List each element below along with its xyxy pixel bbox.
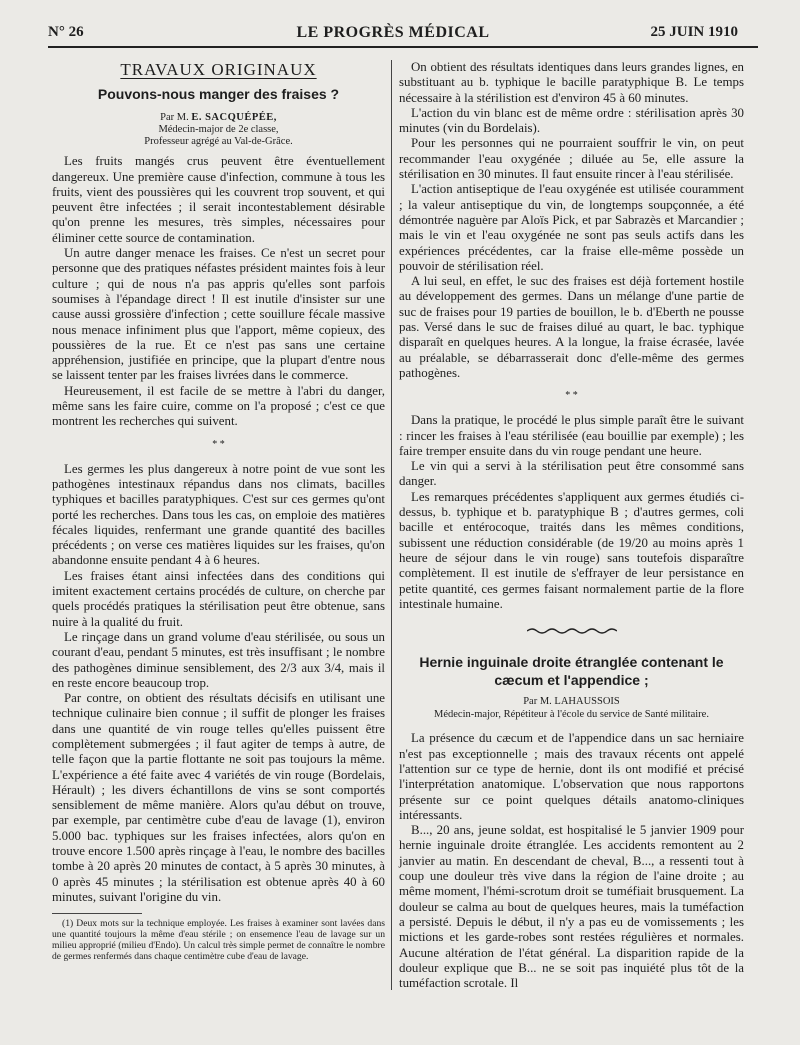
- paragraph: L'action du vin blanc est de même ordre : stérilisation après 30 minutes (vin du Bordelais).: [399, 105, 744, 136]
- author-affiliation-1: Médecin-major de 2e classe,: [158, 124, 279, 136]
- section-separator-stars: * *: [565, 390, 578, 402]
- paragraph: Pour les personnes qui ne pourraient souffrir le vin, on peut recommander l'eau oxygénée ; diluée au 5e, elle assure la stérilisation en 30 minutes. Il faut ensuite rincer à l'eau stérilisée.: [399, 136, 744, 182]
- author-affiliation-3: Médecin-major, Répétiteur à l'école du service de Santé militaire.: [434, 709, 709, 721]
- paragraph: Les fraises étant ainsi infectées dans des conditions qui imitent exactement certains procédés de culture, on cherche par quels procédés pratiques la stérilisation peut être obtenue, sans nuire à la qualité du fruit.: [52, 568, 385, 629]
- wavy-ornament-icon: [399, 624, 744, 639]
- byline-prefix: Par M.: [160, 112, 189, 124]
- paragraph: A lui seul, en effet, le suc des fraises est déjà fortement hostile au développement des germes. Dans un mélange d'une partie de suc de fraises pour 19 parties de bouillon, le b. d'Eberth ne pousse pas. Versé dans le suc de fraises dilué au quart, le bac. typhique disparaît en quelques heures. A la longue, la fraise écrasée, lavée au préalable, se débarrasserait donc d'elle-même des germes pathogènes.: [399, 274, 744, 380]
- paragraph: Les remarques précédentes s'appliquent aux germes étudiés ci-dessus, b. typhique et b. paratyphique B ; d'autres germes, coli bacille et entérocoque, traités dans les mêmes conditions, subissent une réduction considérable (de 19/20 au moins après 1 heure de séjour dans le vin rouge) sans toutefois disparaître complètement. Il est inutile de s'effrayer de leur persistance en petite quantité, ces germes faisant normalement partie de la flore intestinale humaine.: [399, 489, 744, 611]
- left-column: [52, 60, 385, 962]
- author-affiliation-2: Professeur agrégé au Val-de-Grâce.: [144, 136, 293, 148]
- footnote: (1) Deux mots sur la technique employée. Les fraises à examiner sont lavées dans une quantité toujours la même d'eau stérile ; on ensemence l'eau de lavage sur un milieu approprié (milieu d'Endo). Un calcul très simple permet de connaître le nombre de germes renfermés dans chaque centimètre cube d'eau de lavage.: [52, 918, 385, 963]
- author-name-2: Par M. LAHAUSSOIS: [523, 696, 620, 708]
- paragraph: On obtient des résultats identiques dans leurs grandes lignes, en substituant au b. typhique le bacille paratyphique B. Le temps nécessaire à la stérilistion est d'environ 45 à 60 minutes.: [399, 60, 744, 105]
- article-byline: [52, 112, 385, 148]
- section-separator-stars: * *: [212, 438, 225, 450]
- paragraph: B..., 20 ans, jeune soldat, est hospitalisé le 5 janvier 1909 pour hernie inguinale droite étranglée. Les accidents remontent au 2 janvier au matin. En descendant de cheval, B..., a ressenti tout à coup une douleur très vive dans la région de l'aine droite ; au même moment, l'hémi-scrotum droit se tuméfiait brusquement. La douleur se calma au bout de quelques heures, mais la tuméfaction a persisté. Depuis le début, il n'y a pas eu de vomissements ; les mictions et les garde-robes sont restées régulières et normales. Aucune altération de l'état général. La disparition rapide de la douleur explique que B... ne se soit pas inquiété plus tôt de la tuméfaction scrotale. Il: [399, 823, 744, 991]
- wavy-line-icon: [527, 627, 617, 635]
- issue-number: N° 26: [48, 24, 84, 40]
- paragraph: Par contre, on obtient des résultats décisifs en utilisant une technique culinaire bien connue ; il suffit de plonger les fraises dans une quantité de vin rouge telles qu'elles puissent être complètement submergées ; il faut agiter de temps à autre, de telle façon que la partie flottante ne soit pas toujours la même. L'expérience a été faite avec 4 variétés de vin rouge (Bordelais, Hérault) ; les divers échantillons de vins se sont comportés sensiblement de même manière. Alors qu'au début on trouve, par exemple, par centimètre cube d'eau de lavage (1), environ 5.000 bac. typhiques sur les fraises infectées, alors qu'on en trouve encore 1.500 après rinçage à l'eau, le nombre des bacilles tombe à 20 après 20 minutes de contact, à 5 après 30 minutes, à 0 après 45 minutes ; la stérilisation est obtenue après 40 à 60 minutes, suivant l'origine du vin.: [52, 691, 385, 904]
- paragraph: Heureusement, il est facile de se mettre à l'abri du danger, même sans les faire cuire, comme on l'a proposé ; c'est ce que montrent les recherches qui suivent.: [52, 383, 385, 429]
- issue-date: 25 JUIN 1910: [650, 24, 738, 40]
- paragraph: La présence du cæcum et de l'appendice dans un sac herniaire n'est pas exceptionnelle ; mais des travaux récents ont appelé l'attention sur ce type de hernie, dont ils ont modifié et précisé l'interprétation anatomique. L'observation que nous rapportons présente sur ce point quelques détails anatomo-cliniques intéressants.: [399, 731, 744, 822]
- paragraph: L'action antiseptique de l'eau oxygénée est utilisée couramment ; la valeur antiseptique du vin, de longtemps soupçonnée, a été démontrée naguère par Aloïs Pick, et par Sabrazès et Marcandier ; mais le vin et l'eau oxygénée ne sont pas seuls actifs dans les expériences précédentes, car la fraise elle-même possède un pouvoir de stérilisation réel.: [399, 182, 744, 273]
- article-2-byline: [399, 695, 744, 721]
- article-2-title: Hernie inguinale droite étranglée contenant le cæcum et l'appendice ;: [419, 654, 724, 689]
- paragraph: Les fruits mangés crus peuvent être éventuellement dangereux. Une première cause d'infection, commune à tous les fruits, vient des poussières qui les couvrent trop souvent, et qui peuvent être infectées ; il serait incontestablement désirable qu'on prenne les mesures, très simples, nécessaires pour éliminer cette source de contamination.: [52, 154, 385, 245]
- article-title: Pouvons-nous manger des fraises ?: [97, 86, 340, 103]
- right-column: [399, 60, 744, 991]
- paragraph: Un autre danger menace les fraises. Ce n'est un secret pour personne que des pratiques néfastes président maintes fois à leur culture ; qui de nous n'a pas appris qu'elles sont parfois soumises à l'épandage direct ! Il est inutile d'insister sur une cause aussi grossière d'infection ; cette souillure fécale massive nous menace infiniment plus que l'apport, même copieux, des poussières de la rue. Et ce n'est pas sans une certaine appréhension, justifiée en principe, que la plupart d'entre nous se laissent tenter par les fraises livrées dans le commerce.: [52, 246, 385, 383]
- page-header: [48, 22, 738, 44]
- author-name: E. SACQUÉPÉE,: [191, 112, 277, 124]
- paragraph: Le rinçage dans un grand volume d'eau stérilisée, ou sous un courant d'eau, pendant 5 minutes, est très insuffisant ; le nombre des pathogènes diminue sensiblement, des 2/3 aux 3/4, mais il en reste encore beaucoup trop.: [52, 629, 385, 690]
- paragraph: Le vin qui a servi à la stérilisation peut être consommé sans danger.: [399, 459, 744, 489]
- footnote-rule: [52, 913, 142, 914]
- section-title: TRAVAUX ORIGINAUX: [120, 60, 317, 79]
- journal-title: LE PROGRÈS MÉDICAL: [296, 24, 490, 41]
- header-rule: [48, 46, 758, 48]
- column-divider: [391, 60, 392, 990]
- paragraph: Dans la pratique, le procédé le plus simple paraît être le suivant : rincer les fraises à l'eau stérilisée (eau bouillie par exemple) ; les faire tremper ensuite dans du vin rouge pendant une heure.: [399, 413, 744, 458]
- paragraph: Les germes les plus dangereux à notre point de vue sont les pathogènes intestinaux répandus dans nos climats, bacilles typhiques et bacilles paratyphiques. C'est sur ces germes qu'ont porté les recherches. Dans tous les cas, on emploie des matières fécales liquides, renfermant une grande quantité des bacilles précédents ; on verse ces matières liquides sur les fraises, qu'on abandonne ensuite pendant 4 à 6 heures.: [52, 461, 385, 568]
